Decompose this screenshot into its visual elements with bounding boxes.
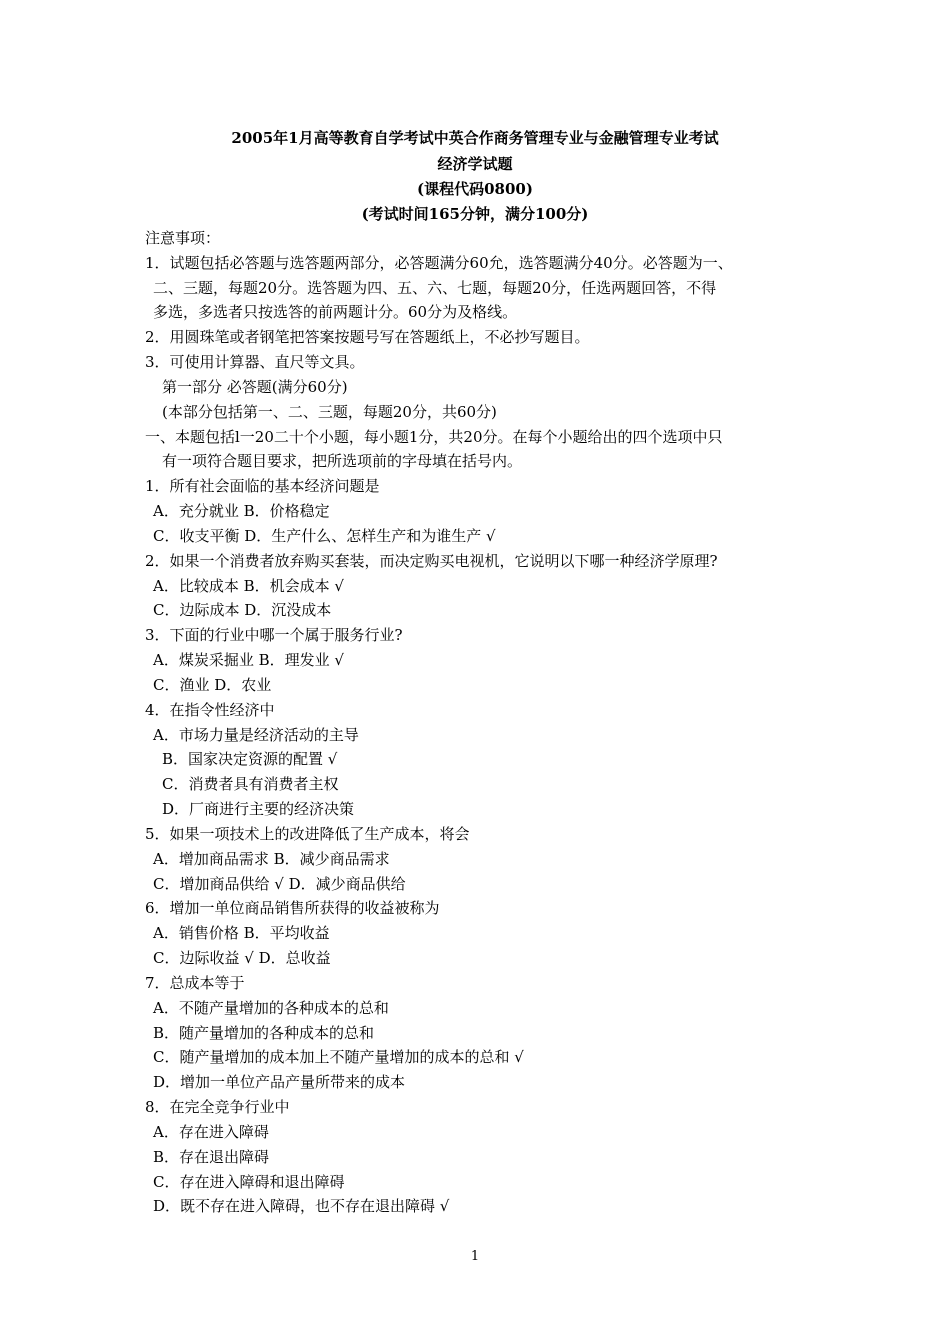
question-7-option-d: D．增加一单位产品产量所带来的成本 — [153, 1073, 406, 1091]
question-8-option-a: A．存在进入障碍 — [153, 1123, 269, 1141]
question-4-option-a: A．市场力量是经济活动的主导 — [153, 726, 359, 744]
question-4-option-c: C．消费者具有消费者主权 — [162, 775, 339, 793]
question-5: 5．如果一项技术上的改进降低了生产成本，将会 — [145, 825, 470, 843]
question-1-options-cd: C．收支平衡 D．生产什么、怎样生产和为谁生产 √ — [153, 527, 496, 545]
exam-title: 2005年1月高等教育自学考试中英合作商务管理专业与金融管理专业考试 — [231, 129, 719, 147]
note-1-line-1: 1．试题包括必答题与选答题两部分，必答题满分60允，选答题满分40分。必答题为一、 — [145, 254, 733, 272]
question-6-options-ab: A．销售价格 B．平均收益 — [153, 924, 330, 942]
question-8-option-d: D．既不存在进入障碍，也不存在退出障碍 √ — [153, 1197, 450, 1215]
notes-heading: 注意事项： — [145, 229, 221, 247]
note-1-line-2: 二、三题，每题20分。选答题为四、五、六、七题，每题20分，任选两题回答，不得 — [153, 279, 717, 297]
question-4-option-d: D．厂商进行主要的经济决策 — [162, 800, 355, 818]
note-2: 2．用圆珠笔或者钢笔把答案按题号写在答题纸上，不必抄写题目。 — [145, 328, 590, 346]
question-7: 7．总成本等于 — [145, 974, 245, 992]
question-3: 3．下面的行业中哪一个属于服务行业? — [145, 626, 403, 644]
question-3-options-cd: C．渔业 D．农业 — [153, 676, 272, 694]
question-3-options-ab: A．煤炭采掘业 B．理发业 √ — [153, 651, 344, 669]
question-8-option-b: B．存在退出障碍 — [153, 1148, 270, 1166]
question-2-options-cd: C．边际成本 D．沉没成本 — [153, 601, 332, 619]
question-7-option-c: C．随产量增加的成本加上不随产量增加的成本的总和 √ — [153, 1048, 524, 1066]
question-4: 4．在指令性经济中 — [145, 701, 275, 719]
question-7-option-b: B．随产量增加的各种成本的总和 — [153, 1024, 375, 1042]
question-2: 2．如果一个消费者放弃购买套装，而决定购买电视机，它说明以下哪一种经济学原理? — [145, 552, 718, 570]
question-5-options-ab: A．增加商品需求 B．减少商品需求 — [153, 850, 390, 868]
course-code: (课程代码0800) — [417, 180, 533, 198]
question-7-option-a: A．不随产量增加的各种成本的总和 — [153, 999, 389, 1017]
section-1-intro-line-2: 有一项符合题目要求，把所选项前的字母填在括号内。 — [162, 452, 523, 470]
question-8: 8．在完全竞争行业中 — [145, 1098, 290, 1116]
part-1-subheading: (本部分包括第一、二、三题，每题20分，共60分) — [162, 403, 497, 421]
question-1: 1．所有社会面临的基本经济问题是 — [145, 477, 380, 495]
question-4-option-b: B．国家决定资源的配置 √ — [162, 750, 338, 768]
question-6: 6．增加一单位商品销售所获得的收益被称为 — [145, 899, 440, 917]
question-6-options-cd: C．边际收益 √ D．总收益 — [153, 949, 331, 967]
question-5-options-cd: C．增加商品供给 √ D．减少商品供给 — [153, 875, 406, 893]
part-1-heading: 第一部分 必答题(满分60分) — [162, 378, 348, 396]
question-1-options-ab: A．充分就业 B．价格稳定 — [153, 502, 330, 520]
section-1-intro-line-1: 一、本题包括l一20二十个小题，每小题1分，共20分。在每个小题给出的四个选项中只 — [145, 428, 723, 446]
note-3: 3．可使用计算器、直尺等文具。 — [145, 353, 365, 371]
page-number: 1 — [470, 1249, 480, 1264]
question-2-options-ab: A．比较成本 B．机会成本 √ — [153, 577, 344, 595]
note-1-line-3: 多选，多选者只按选答的前两题计分。60分为及格线。 — [153, 303, 518, 321]
exam-duration: (考试时间165分钟，满分100分) — [361, 205, 589, 223]
subject-title: 经济学试题 — [437, 155, 513, 173]
question-8-option-c: C．存在进入障碍和退出障碍 — [153, 1173, 345, 1191]
